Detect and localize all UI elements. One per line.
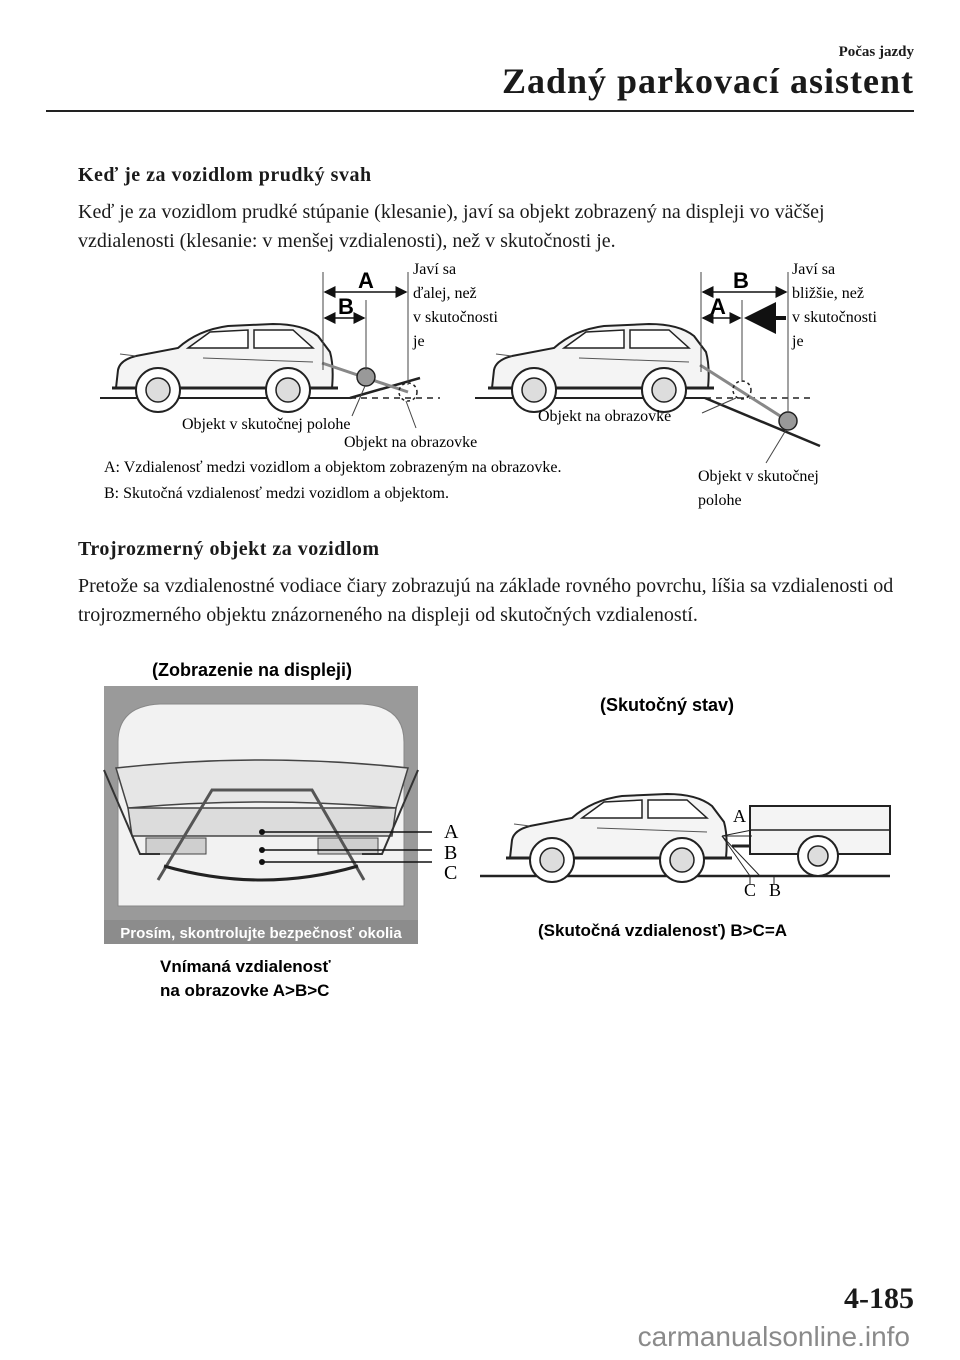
actual-state-figure: [480, 794, 890, 884]
legend-a: A: Vzdialenosť medzi vozidlom a objektom zobrazeným na obrazovke.: [104, 459, 562, 476]
note-line-3: v skutočnosti: [792, 309, 877, 326]
chapter-title: Zadný parkovací asistent: [501, 61, 914, 101]
label-a: A: [358, 268, 374, 293]
object3d-heading: Trojrozmerný objekt za vozidlom: [78, 538, 380, 560]
actual-position-label: Objekt v skutočnej polohe: [182, 416, 351, 433]
header-rule: [46, 110, 914, 112]
label-b: B: [733, 268, 749, 293]
slope-diagram: [0, 250, 960, 520]
actual-object-icon: [357, 368, 375, 386]
screen-label-c: C: [444, 862, 458, 884]
slope-heading: Keď je za vozidlom prudký svah: [78, 164, 372, 186]
page-number: 4-185: [844, 1282, 914, 1315]
slope-paragraph: Keď je za vozidlom prudké stúpanie (klesanie), javí sa objekt zobrazený na displeji vo väčšej vzdialenosti (klesanie: v menšej vzdialenosti), než v skutočnosti je.: [78, 201, 825, 252]
actual-label-c: C: [744, 880, 757, 900]
sight-line: [700, 365, 788, 421]
note-line-4: je: [792, 333, 804, 350]
object3d-diagram: [0, 650, 960, 1010]
display-position-label: Objekt na obrazovke: [344, 434, 478, 451]
note-line-1: Javí sa: [792, 261, 836, 278]
note-line-4: je: [413, 333, 425, 350]
screen-label-a: A: [444, 821, 459, 843]
note-line-1: Javí sa: [413, 261, 457, 278]
display-title: (Zobrazenie na displeji): [152, 660, 353, 680]
bumper-top: [116, 760, 408, 808]
note-line-3: v skutočnosti: [413, 309, 498, 326]
screen-message: Prosím, skontrolujte bezpečnosť okolia: [120, 925, 402, 942]
legend-b: B: Skutočná vzdialenosť medzi vozidlom a objektom.: [104, 485, 449, 502]
watermark: carmanualsonline.info: [637, 1321, 910, 1352]
note-line-2: ďalej, než: [413, 285, 477, 302]
perceived-line-1: Vnímaná vzdialenosť: [160, 957, 331, 976]
actual-title: (Skutočný stav): [600, 695, 735, 715]
actual-object-icon: [779, 412, 797, 430]
actual-caption: (Skutočná vzdialenosť) B>C=A: [538, 921, 788, 940]
actual-position-label-1: Objekt v skutočnej: [698, 468, 819, 485]
actual-position-label-2: polohe: [698, 492, 742, 509]
label-a: A: [710, 294, 726, 319]
car-icon: [506, 794, 732, 882]
camera-display: [104, 686, 432, 944]
actual-label-b: B: [769, 880, 782, 900]
perceived-line-2: na obrazovke A>B>C: [160, 981, 330, 1000]
label-b: B: [338, 294, 354, 319]
section-label: Počas jazdy: [838, 44, 914, 60]
actual-label-a: A: [733, 806, 746, 826]
left-slope-figure: [100, 261, 498, 451]
object3d-paragraph: Pretože sa vzdialenostné vodiace čiary zobrazujú na základe rovného povrchu, líšia sa vzdialenosti od trojrozmerného objektu znázorneného na displeji od skutočných vzdialeností.: [78, 575, 894, 626]
display-position-label: Objekt na obrazovke: [538, 408, 672, 425]
note-line-2: bližšie, než: [792, 285, 864, 302]
screen-label-b: B: [444, 842, 458, 864]
